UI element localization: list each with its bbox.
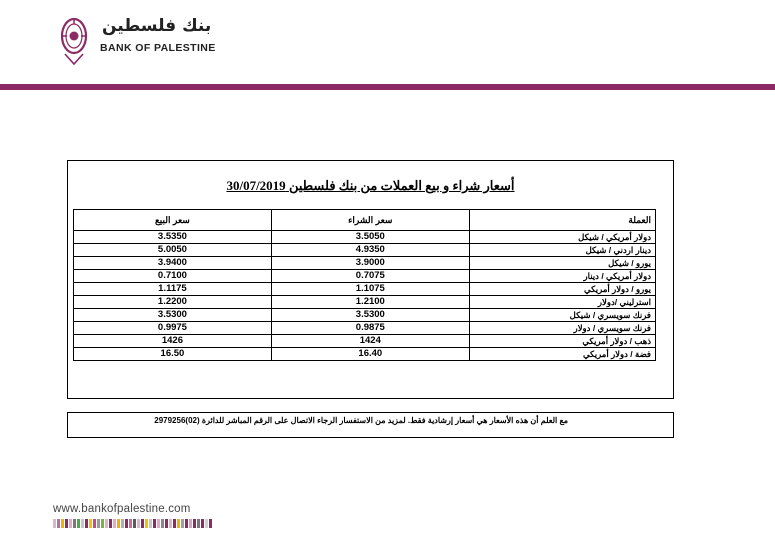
rates-panel bbox=[67, 160, 674, 399]
rate-row bbox=[74, 322, 656, 335]
currency-cell: دولار أمريكي / دينار bbox=[469, 270, 655, 283]
footer-stripe bbox=[169, 519, 172, 528]
buy-rate-cell: 3.9000 bbox=[271, 257, 469, 270]
bank-emblem-icon bbox=[58, 16, 90, 66]
rates-table bbox=[73, 209, 656, 361]
footer-stripe bbox=[93, 519, 96, 528]
logo-english-text: BANK OF PALESTINE bbox=[100, 42, 216, 54]
footer-stripe bbox=[201, 519, 204, 528]
rate-row bbox=[74, 231, 656, 244]
sell-rate-cell: 3.5350 bbox=[74, 231, 272, 244]
footer-stripe bbox=[205, 519, 208, 528]
currency-cell: يورو / شيكل bbox=[469, 257, 655, 270]
footer-stripe bbox=[101, 519, 104, 528]
footer-stripe bbox=[125, 519, 128, 528]
footer-stripe bbox=[89, 519, 92, 528]
footer-stripe bbox=[209, 519, 212, 528]
buy-rate-cell: 1.2100 bbox=[271, 296, 469, 309]
currency-cell: فرنك سويسري / شيكل bbox=[469, 309, 655, 322]
footer-stripe bbox=[129, 519, 132, 528]
footer-stripe bbox=[113, 519, 116, 528]
disclaimer-box bbox=[67, 412, 674, 438]
footer-stripe bbox=[193, 519, 196, 528]
header-accent-bar bbox=[0, 84, 775, 90]
rates-table-header bbox=[74, 210, 656, 231]
rate-row bbox=[74, 257, 656, 270]
rate-row bbox=[74, 296, 656, 309]
sell-rate-cell: 3.5300 bbox=[74, 309, 272, 322]
footer-stripe bbox=[165, 519, 168, 528]
buy-rate-cell: 1424 bbox=[271, 335, 469, 348]
footer-stripe bbox=[97, 519, 100, 528]
buy-rate-cell: 3.5300 bbox=[271, 309, 469, 322]
rate-row bbox=[74, 270, 656, 283]
rates-date: 30/07/2019 bbox=[226, 178, 286, 193]
footer-stripe bbox=[73, 519, 76, 528]
sell-rate-cell: 5.0050 bbox=[74, 244, 272, 257]
footer-stripe bbox=[117, 519, 120, 528]
bank-logo bbox=[58, 16, 218, 70]
footer-stripe bbox=[137, 519, 140, 528]
footer-stripe bbox=[77, 519, 80, 528]
footer-stripe bbox=[121, 519, 124, 528]
sell-rate-cell: 16.50 bbox=[74, 348, 272, 361]
sell-rate-cell: 1.2200 bbox=[74, 296, 272, 309]
footer-stripe bbox=[53, 519, 56, 528]
disclaimer-text: مع العلم أن هذه الأسعار هي أسعار إرشادية فقط. لمزيد من الاستفسار الرجاء الاتصال على الرقم المباشر للدائرة (02)2979256 bbox=[154, 416, 568, 425]
currency-cell: ذهب / دولار أمريكي bbox=[469, 335, 655, 348]
footer-stripe bbox=[177, 519, 180, 528]
rates-title-prefix: أسعار شراء و بيع العملات من بنك فلسطين bbox=[288, 178, 515, 193]
footer-stripe bbox=[189, 519, 192, 528]
footer-stripe bbox=[145, 519, 148, 528]
footer-stripe bbox=[197, 519, 200, 528]
rate-row bbox=[74, 348, 656, 361]
rates-table-body bbox=[74, 231, 656, 361]
footer-stripe bbox=[69, 519, 72, 528]
currency-cell: فرنك سويسري / دولار bbox=[469, 322, 655, 335]
footer-stripe bbox=[161, 519, 164, 528]
buy-rate-cell: 0.9875 bbox=[271, 322, 469, 335]
currency-cell: يورو / دولار أمريكي bbox=[469, 283, 655, 296]
footer-stripe bbox=[85, 519, 88, 528]
footer-stripe bbox=[57, 519, 60, 528]
currency-cell: استرليني /دولار bbox=[469, 296, 655, 309]
currency-cell: دولار أمريكي / شيكل bbox=[469, 231, 655, 244]
footer-stripe bbox=[153, 519, 156, 528]
buy-rate-cell: 0.7075 bbox=[271, 270, 469, 283]
footer-stripe bbox=[185, 519, 188, 528]
footer-stripe bbox=[109, 519, 112, 528]
footer-stripe bbox=[141, 519, 144, 528]
sell-column-header: سعر البيع bbox=[74, 210, 272, 231]
currency-cell: دينار اردني / شيكل bbox=[469, 244, 655, 257]
rate-row bbox=[74, 309, 656, 322]
footer-stripe bbox=[61, 519, 64, 528]
currency-column-header: العملة bbox=[469, 210, 655, 231]
buy-rate-cell: 4.9350 bbox=[271, 244, 469, 257]
footer-stripe bbox=[105, 519, 108, 528]
buy-column-header: سعر الشراء bbox=[271, 210, 469, 231]
rate-row bbox=[74, 283, 656, 296]
footer-stripe bbox=[173, 519, 176, 528]
sell-rate-cell: 1.1175 bbox=[74, 283, 272, 296]
rate-row bbox=[74, 335, 656, 348]
footer-stripe bbox=[157, 519, 160, 528]
sell-rate-cell: 3.9400 bbox=[74, 257, 272, 270]
footer-stripe bbox=[149, 519, 152, 528]
footer-stripe bbox=[133, 519, 136, 528]
logo-arabic-text: بنك فلسطين bbox=[102, 16, 212, 36]
buy-rate-cell: 16.40 bbox=[271, 348, 469, 361]
currency-cell: فضة / دولار أمريكي bbox=[469, 348, 655, 361]
footer-stripe bbox=[65, 519, 68, 528]
footer-stripe bbox=[81, 519, 84, 528]
sell-rate-cell: 1426 bbox=[74, 335, 272, 348]
rates-title bbox=[68, 178, 673, 194]
sell-rate-cell: 0.7100 bbox=[74, 270, 272, 283]
rate-row bbox=[74, 244, 656, 257]
sell-rate-cell: 0.9975 bbox=[74, 322, 272, 335]
buy-rate-cell: 3.5050 bbox=[271, 231, 469, 244]
footer-stripe bbox=[181, 519, 184, 528]
rates-title-text bbox=[226, 178, 514, 193]
buy-rate-cell: 1.1075 bbox=[271, 283, 469, 296]
website-link[interactable]: www.bankofpalestine.com bbox=[53, 503, 191, 515]
